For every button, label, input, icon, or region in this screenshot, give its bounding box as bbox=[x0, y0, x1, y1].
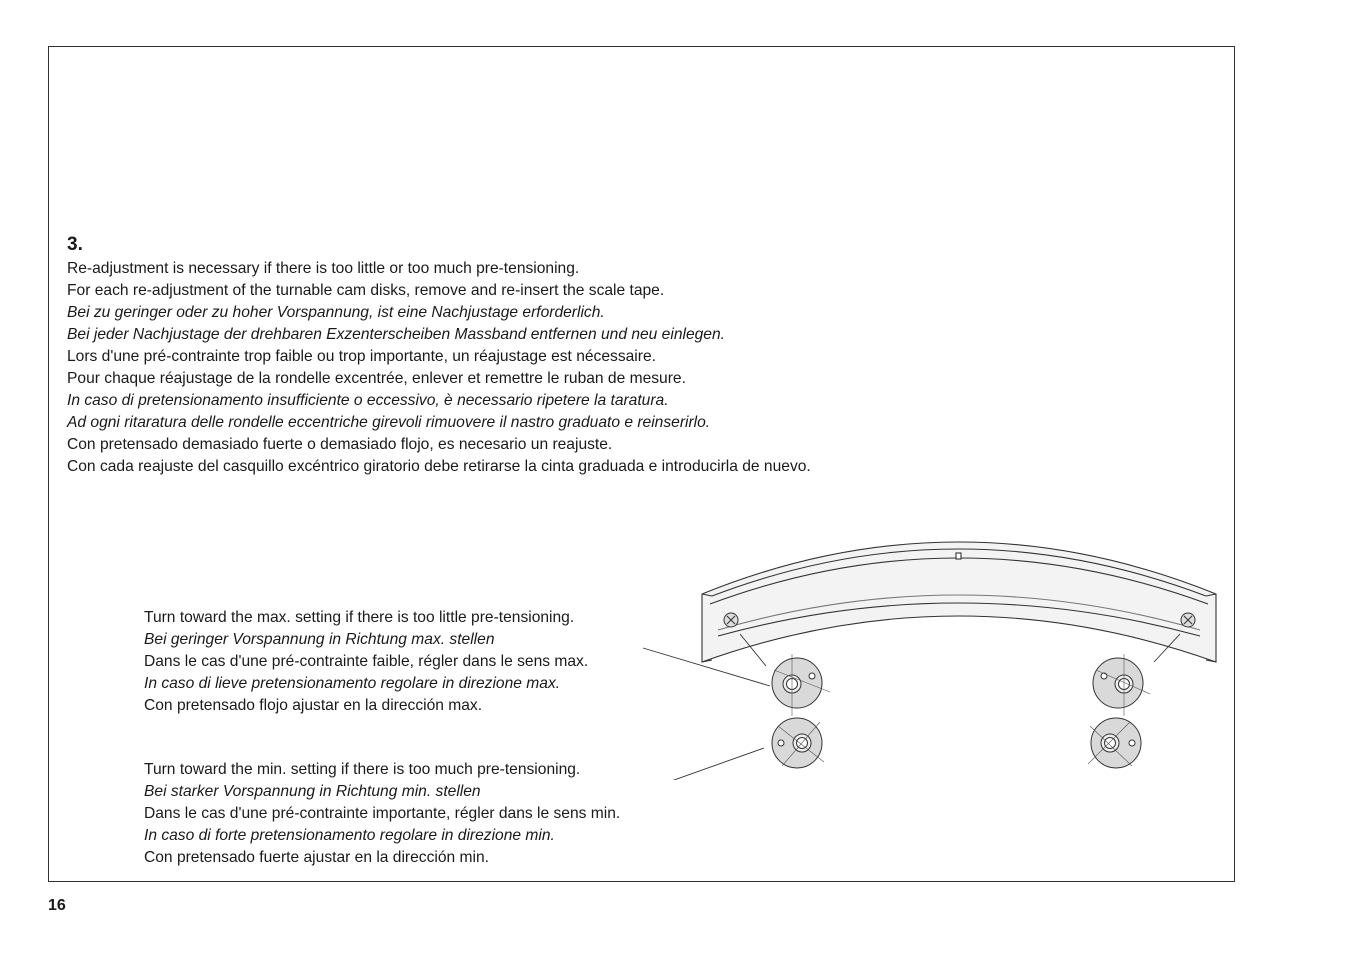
max-line: In caso di lieve pretensionamento regolare in direzione max. bbox=[144, 675, 561, 692]
intro-line: Pour chaque réajustage de la rondelle excentrée, enlever et remettre le ruban de mesure. bbox=[67, 370, 686, 387]
curved-scale-housing bbox=[702, 542, 1216, 662]
intro-line: Con cada reajuste del casquillo excéntrico giratorio debe retirarse la cinta graduada e introducirla de nuevo. bbox=[67, 458, 811, 475]
max-line: Bei geringer Vorspannung in Richtung max. stellen bbox=[144, 631, 495, 648]
intro-line: Ad ogni ritaratura delle rondelle eccentriche girevoli rimuovere il nastro graduato e reinserirlo. bbox=[67, 414, 711, 431]
min-line: Con pretensado fuerte ajustar en la dirección min. bbox=[144, 849, 489, 866]
intro-line: For each re-adjustment of the turnable cam disks, remove and re-insert the scale tape. bbox=[67, 282, 665, 299]
intro-line: Bei zu geringer oder zu hoher Vorspannung, ist eine Nachjustage erforderlich. bbox=[67, 304, 605, 321]
min-line: Bei starker Vorspannung in Richtung min. stellen bbox=[144, 783, 481, 800]
cam-disk-illustration bbox=[640, 530, 1230, 780]
max-line: Con pretensado flojo ajustar en la dirección max. bbox=[144, 697, 483, 714]
min-line: In caso di forte pretensionamento regolare in direzione min. bbox=[144, 827, 555, 844]
page-number: 16 bbox=[48, 897, 66, 914]
intro-line: In caso di pretensionamento insufficiente o eccessivo, è necessario ripetere la taratura. bbox=[67, 392, 669, 409]
intro-line: Bei jeder Nachjustage der drehbaren Exzenterscheiben Massband entfernen und neu einlegen. bbox=[67, 326, 725, 343]
intro-text bbox=[67, 258, 811, 478]
leader-line bbox=[643, 648, 770, 780]
max-line: Turn toward the max. setting if there is too little pre-tensioning. bbox=[144, 609, 575, 626]
intro-line: Con pretensado demasiado fuerte o demasiado flojo, es necesario un reajuste. bbox=[67, 436, 613, 453]
cam-disk-icon bbox=[772, 658, 1143, 768]
intro-line: Lors d'une pré-contrainte trop faible ou trop importante, un réajustage est nécessaire. bbox=[67, 348, 656, 365]
min-line: Dans le cas d'une pré-contrainte importante, régler dans le sens min. bbox=[144, 805, 621, 822]
max-line: Dans le cas d'une pré-contrainte faible, régler dans le sens max. bbox=[144, 653, 589, 670]
intro-line: Re-adjustment is necessary if there is too little or too much pre-tensioning. bbox=[67, 260, 580, 277]
max-setting-instructions bbox=[144, 607, 588, 717]
min-setting-instructions bbox=[144, 759, 620, 869]
min-line: Turn toward the min. setting if there is too much pre-tensioning. bbox=[144, 761, 581, 778]
step-number: 3. bbox=[67, 234, 83, 255]
